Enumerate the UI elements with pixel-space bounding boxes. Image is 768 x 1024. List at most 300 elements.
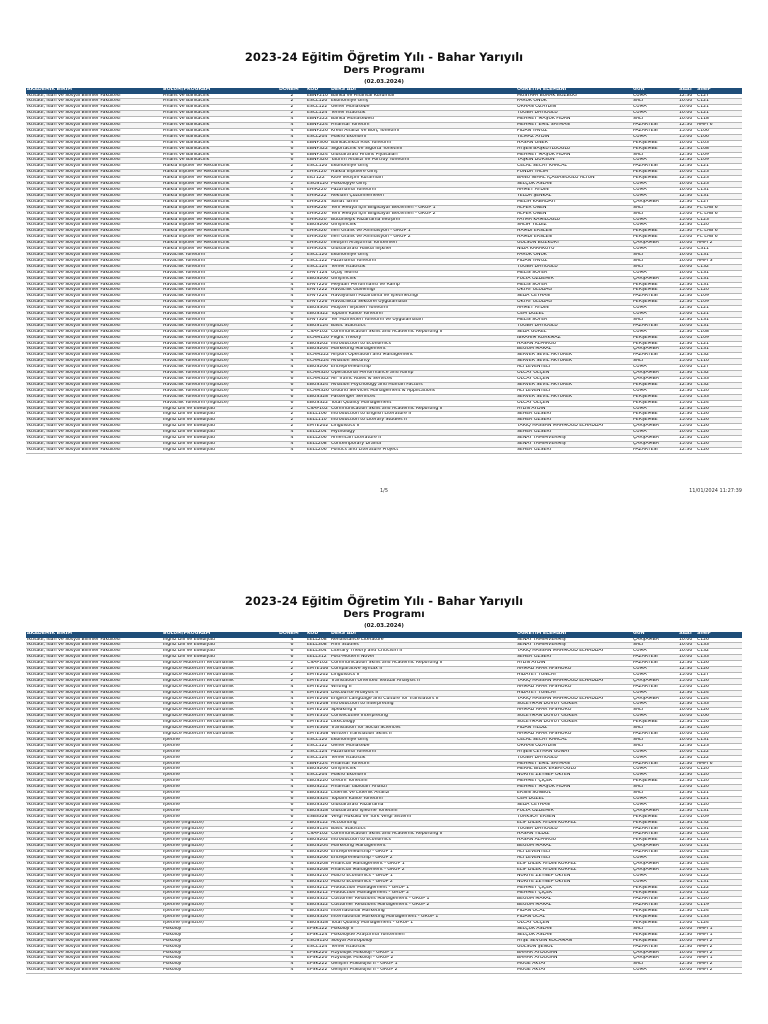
cell-bolum: Finans ve Bankacılık bbox=[162, 128, 278, 134]
cell-bolum: Finans ve Bankacılık bbox=[162, 99, 278, 105]
cell-donem: 4 bbox=[278, 702, 306, 708]
cell-akademik-birim: İktisadi, İdari ve Sosyal Bilimler Fakültesi bbox=[26, 430, 162, 436]
cell-kod: EMTE202 bbox=[307, 672, 329, 677]
cell-ders-adi: Sigortacılık ve Sigorta Yönetimi bbox=[330, 146, 516, 152]
cell-donem: 4 bbox=[278, 365, 306, 371]
cell-kod: EBUS210 bbox=[307, 879, 329, 884]
header-kod: KOD bbox=[306, 632, 330, 638]
cell-bolum: İngiliz Dili ve Edebiyatı bbox=[162, 649, 278, 655]
cell-kod: CSAP102 bbox=[306, 406, 330, 412]
cell-akademik-birim: İktisadi, İdari ve Sosyal Bilimler Fakültesi bbox=[26, 276, 162, 282]
cell-ders-adi: Genel Muhasebe bbox=[330, 743, 516, 749]
cell-saat: 12:30 bbox=[678, 661, 696, 667]
cell-bolum: İşletme (İngilizce) bbox=[162, 909, 278, 915]
cell-kod: ESCL124 bbox=[306, 749, 330, 755]
cell-saat: 12:30 bbox=[678, 176, 696, 182]
cell-saat: 10:00 bbox=[678, 270, 696, 276]
cell-ogretim-elemani: OLCAY ÖLÇEN bbox=[516, 377, 632, 383]
cell-kod: ESCL122 bbox=[306, 258, 330, 264]
cell-sinif: FC LAB 6 bbox=[696, 205, 742, 211]
cell-gun: ÇARŞAMBA bbox=[632, 808, 678, 814]
cell-saat: 10:00 bbox=[678, 850, 696, 856]
cell-ders-adi: Uçuş Teorisi bbox=[330, 270, 516, 276]
cell-ders-adi: Introduction to Economics bbox=[330, 838, 516, 844]
cell-donem: 4 bbox=[278, 885, 306, 891]
cell-akademik-birim: İktisadi, İdari ve Sosyal Bilimler Fakültesi bbox=[26, 773, 162, 779]
cell-ogretim-elemani: FİDAN YAVUZ bbox=[516, 258, 632, 264]
cell-bolum: İngilizce Mütercim Tercümanlık bbox=[162, 690, 278, 696]
cell-sinif: C121 bbox=[696, 111, 742, 117]
cell-akademik-birim: İktisadi, İdari ve Sosyal Bilimler Fakültesi bbox=[26, 903, 162, 909]
cell-bolum: İngilizce Mütercim Tercümanlık bbox=[162, 667, 278, 673]
cell-gun: CUMA bbox=[632, 365, 678, 371]
cell-gun: CUMA bbox=[632, 755, 678, 761]
cell-donem: 6 bbox=[278, 317, 306, 323]
cell-bolum: İngiliz Dili ve Edebiyatı bbox=[162, 441, 278, 447]
cell-kod: EBUS322 bbox=[307, 902, 329, 908]
cell-sinif: C119 bbox=[696, 903, 742, 909]
cell-bolum: İşletme bbox=[162, 755, 278, 761]
cell-sinif: C131 bbox=[696, 188, 742, 194]
cell-ders-adi: Entrepreneurship - GRUP 2 bbox=[330, 856, 516, 862]
cell-akademik-birim: İktisadi, İdari ve Sosyal Bilimler Fakültesi bbox=[26, 377, 162, 383]
cell-ogretim-elemani: FİDAN YAVUZ bbox=[516, 128, 632, 134]
cell-ders-adi: Banka ve Finansal Kurumlar bbox=[330, 94, 516, 99]
cell-sinif: C121 bbox=[696, 105, 742, 111]
cell-sinif: C133 bbox=[696, 655, 742, 661]
cell-akademik-birim: İktisadi, İdari ve Sosyal Bilimler Fakültesi bbox=[26, 743, 162, 749]
cell-donem: 2 bbox=[278, 826, 306, 832]
cell-ders-adi: Bankacılıkta Risk Yönetimi bbox=[330, 140, 516, 146]
cell-gun: PERŞEMBE bbox=[632, 921, 678, 927]
cell-donem: 6 bbox=[278, 897, 306, 903]
cell-ogretim-elemani: ALPER ÖNEN bbox=[516, 205, 632, 211]
cell-gun: SALI bbox=[632, 643, 678, 649]
cell-ders-adi: Literary Theory and Criticism II bbox=[330, 649, 516, 655]
cell-akademik-birim: İktisadi, İdari ve Sosyal Bilimler Fakültesi bbox=[26, 312, 162, 318]
cell-gun: ÇARŞAMBA bbox=[632, 276, 678, 282]
cell-ogretim-elemani: SEHER ÖZSERT bbox=[516, 447, 632, 453]
cell-akademik-birim: İktisadi, İdari ve Sosyal Bilimler Fakültesi bbox=[26, 288, 162, 294]
cell-saat: 10:00 bbox=[678, 264, 696, 270]
cell-ogretim-elemani: AYŞEN BAŞKUTLUOĞLU bbox=[516, 146, 632, 152]
cell-kod: CSAP102 bbox=[306, 661, 330, 667]
cell-ders-adi: Girişimcilik bbox=[330, 223, 516, 229]
cell-bolum: Havacılık Yönetimi (İngilizce) bbox=[162, 353, 278, 359]
cell-kod: EBUS124 bbox=[307, 323, 329, 328]
cell-sinif: C108 bbox=[696, 146, 742, 152]
cell-kod: ECAM320 bbox=[307, 370, 329, 376]
cell-akademik-birim: İktisadi, İdari ve Sosyal Bilimler Fakültesi bbox=[26, 897, 162, 903]
cell-kod: EELL204 bbox=[306, 430, 330, 436]
cell-donem: 4 bbox=[278, 347, 306, 353]
cell-ders-adi: Linguistics II bbox=[330, 672, 516, 678]
cell-ogretim-elemani: ALİ LEVENTELİ bbox=[516, 388, 632, 394]
cell-sinif: AMFİ 6 bbox=[696, 123, 742, 129]
cell-gun: PAZARTESİ bbox=[632, 850, 678, 856]
cell-akademik-birim: İktisadi, İdari ve Sosyal Bilimler Fakültesi bbox=[26, 123, 162, 129]
cell-ders-adi: Ekonomiye Giriş bbox=[330, 164, 516, 170]
cell-ders-adi: Finansal Tabloları Analizi bbox=[330, 785, 516, 791]
cell-ders-adi: Fizyolojik Psikoloji - GRUP 1 bbox=[330, 950, 516, 956]
cell-saat: 10:00 bbox=[678, 430, 696, 436]
cell-ogretim-elemani: ALPER ÖNEN bbox=[516, 211, 632, 217]
cell-akademik-birim: İktisadi, İdari ve Sosyal Bilimler Fakültesi bbox=[26, 152, 162, 158]
cell-saat: 10:00 bbox=[678, 258, 696, 264]
cell-ogretim-elemani: OLCAY ÖLÇEN bbox=[516, 400, 632, 406]
cell-gun: SALI bbox=[632, 205, 678, 211]
cell-akademik-birim: İktisadi, İdari ve Sosyal Bilimler Fakültesi bbox=[26, 950, 162, 956]
cell-ders-adi: Yatırım Analizi ve Portföy Yönetimi bbox=[330, 158, 516, 164]
cell-saat: 10:00 bbox=[678, 844, 696, 850]
cell-bolum: Havacılık Yönetimi (İngilizce) bbox=[162, 323, 278, 329]
cell-donem: 2 bbox=[278, 258, 306, 264]
cell-donem: 6 bbox=[278, 720, 306, 726]
cell-donem: 6 bbox=[278, 726, 306, 732]
cell-ogretim-elemani: MUGE AKTAY bbox=[516, 968, 632, 974]
cell-ders-adi: Temel İstatistik bbox=[330, 755, 516, 761]
cell-donem: 6 bbox=[278, 915, 306, 921]
cell-bolum: Havacılık Yönetimi bbox=[162, 252, 278, 258]
cell-bolum: Finans ve Bankacılık bbox=[162, 134, 278, 140]
cell-ders-adi: Pazarlama Yönetimi bbox=[330, 188, 516, 194]
cell-akademik-birim: İktisadi, İdari ve Sosyal Bilimler Fakültesi bbox=[26, 814, 162, 820]
cell-bolum: İngiliz Dili ve Edebiyatı bbox=[162, 412, 278, 418]
cell-ogretim-elemani: SEHER ÖZSERT bbox=[516, 655, 632, 661]
cell-akademik-birim: İktisadi, İdari ve Sosyal Bilimler Fakültesi bbox=[26, 436, 162, 442]
cell-ogretim-elemani: AHMAD AFAR AFSHORO bbox=[516, 684, 632, 690]
cell-donem: 4 bbox=[278, 436, 306, 442]
cell-gun: CUMA bbox=[632, 94, 678, 99]
cell-sinif: C126 bbox=[696, 436, 742, 442]
cell-ogretim-elemani: SENAY TAMİMVERMİŞ bbox=[516, 643, 632, 649]
cell-kod: EBNF326 bbox=[306, 158, 330, 164]
cell-saat: 10:00 bbox=[678, 950, 696, 956]
cell-sinif: C126 bbox=[696, 678, 742, 684]
cell-saat: 12:30 bbox=[678, 962, 696, 968]
cell-bolum: İşletme bbox=[162, 737, 278, 743]
cell-akademik-birim: İktisadi, İdari ve Sosyal Bilimler Fakültesi bbox=[26, 188, 162, 194]
cell-gun: CUMA bbox=[632, 247, 678, 253]
cell-donem: 6 bbox=[278, 152, 306, 158]
cell-sinif: C126 bbox=[696, 424, 742, 430]
cell-gun: PERŞEMBE bbox=[632, 288, 678, 294]
cell-akademik-birim: İktisadi, İdari ve Sosyal Bilimler Fakültesi bbox=[26, 347, 162, 353]
cell-saat: 10:00 bbox=[678, 252, 696, 258]
cell-ogretim-elemani: MUSTAFA BURAK BOZBOĞ bbox=[516, 94, 632, 99]
cell-sinif: C132 bbox=[696, 264, 742, 270]
cell-donem: 2 bbox=[278, 749, 306, 755]
cell-donem: 2 bbox=[278, 737, 306, 743]
cell-ogretim-elemani: FİDAN ÖCAL bbox=[516, 915, 632, 921]
cell-akademik-birim: İktisadi, İdari ve Sosyal Bilimler Fakültesi bbox=[26, 702, 162, 708]
cell-donem: 4 bbox=[278, 950, 306, 956]
header-ders-adi: DERS ADI bbox=[330, 88, 516, 94]
cell-ogretim-elemani: AYLİN AYDIN bbox=[516, 661, 632, 667]
cell-donem: 2 bbox=[278, 424, 306, 430]
cell-sinif: C132 bbox=[696, 382, 742, 388]
cell-donem: 4 bbox=[278, 199, 306, 205]
cell-bolum: Havacılık Yönetimi (İngilizce) bbox=[162, 382, 278, 388]
cell-ders-adi: Pazarlama Yönetimi bbox=[330, 749, 516, 755]
cell-donem: 4 bbox=[278, 447, 306, 453]
cell-akademik-birim: İktisadi, İdari ve Sosyal Bilimler Fakültesi bbox=[26, 832, 162, 838]
cell-sinif: C109 bbox=[696, 158, 742, 164]
cell-ogretim-elemani: AHMET AYDIN bbox=[516, 306, 632, 312]
cell-gun: ÇARŞAMBA bbox=[632, 844, 678, 850]
cell-ogretim-elemani: SENAY TAMİMVERMİŞ bbox=[516, 441, 632, 447]
cell-donem: 6 bbox=[278, 921, 306, 927]
cell-donem: 2 bbox=[278, 329, 306, 335]
cell-saat: 10:00 bbox=[678, 105, 696, 111]
cell-akademik-birim: İktisadi, İdari ve Sosyal Bilimler Fakültesi bbox=[26, 365, 162, 371]
cell-ogretim-elemani: TUĞBA DAYIOĞLU bbox=[516, 264, 632, 270]
cell-bolum: Finans ve Bankacılık bbox=[162, 152, 278, 158]
cell-donem: 6 bbox=[278, 400, 306, 406]
cell-kod: ESCL204 bbox=[306, 773, 330, 779]
cell-kod: EHIR324 bbox=[306, 247, 330, 253]
cell-akademik-birim: İktisadi, İdari ve Sosyal Bilimler Fakültesi bbox=[26, 258, 162, 264]
cell-donem: 6 bbox=[278, 388, 306, 394]
cell-gun: SALI bbox=[632, 737, 678, 743]
cell-sinif: AMFİ 3 bbox=[696, 258, 742, 264]
cell-ders-adi: Sosyal Antropoloji bbox=[330, 938, 516, 944]
cell-ders-adi: Linguistics II bbox=[330, 424, 516, 430]
cell-donem: 2 bbox=[278, 105, 306, 111]
cell-bolum: İngilizce Mütercim Tercümanlık bbox=[162, 672, 278, 678]
cell-sinif: C109 bbox=[696, 335, 742, 341]
cell-akademik-birim: İktisadi, İdari ve Sosyal Bilimler Fakültesi bbox=[26, 791, 162, 797]
cell-ogretim-elemani: YILMAZ AYDIN bbox=[516, 134, 632, 140]
cell-donem: 4 bbox=[278, 867, 306, 873]
cell-sinif: C124 bbox=[696, 690, 742, 696]
cell-gun: PERŞEMBE bbox=[632, 335, 678, 341]
cell-akademik-birim: İktisadi, İdari ve Sosyal Bilimler Fakültesi bbox=[26, 406, 162, 412]
cell-ders-adi: Operational Performance and Ramp bbox=[330, 371, 516, 377]
cell-donem: 2 bbox=[278, 323, 306, 329]
cell-bolum: Halkla İlişkiler ve Reklamcılık bbox=[162, 217, 278, 223]
cell-kod: EHIR224 bbox=[306, 199, 330, 205]
cell-bolum: İngilizce Mütercim Tercümanlık bbox=[162, 696, 278, 702]
cell-bolum: Havacılık Yönetimi (İngilizce) bbox=[162, 329, 278, 335]
cell-bolum: İşletme bbox=[162, 767, 278, 773]
cell-ogretim-elemani: MELİS SOYER bbox=[516, 270, 632, 276]
cell-akademik-birim: İktisadi, İdari ve Sosyal Bilimler Fakültesi bbox=[26, 915, 162, 921]
cell-akademik-birim: İktisadi, İdari ve Sosyal Bilimler Fakültesi bbox=[26, 359, 162, 365]
cell-ders-adi: Psikolojiye Giriş bbox=[330, 182, 516, 188]
print-timestamp: 11/01/2024 11:27:39 bbox=[689, 488, 742, 494]
cell-bolum: İşletme (İngilizce) bbox=[162, 915, 278, 921]
cell-ders-adi: Introduction to English Literature II bbox=[330, 412, 516, 418]
cell-akademik-birim: İktisadi, İdari ve Sosyal Bilimler Fakültesi bbox=[26, 247, 162, 253]
cell-akademik-birim: İktisadi, İdari ve Sosyal Bilimler Fakültesi bbox=[26, 767, 162, 773]
cell-gun: PAZARTESİ bbox=[632, 447, 678, 453]
cell-ogretim-elemani: ELİF DİLEK AYDIN KÖRFEZ bbox=[516, 867, 632, 873]
cell-ders-adi: İleri Grafik ve Animasyon - GRUP 1 bbox=[330, 229, 516, 235]
cell-ders-adi: American Literature II bbox=[330, 436, 516, 442]
cell-ders-adi: Havayolları Pazarlama ve İşletmeciliği bbox=[330, 294, 516, 300]
cell-saat: 15:00 bbox=[678, 217, 696, 223]
cell-ders-adi: Production Management - GRUP 1 bbox=[330, 885, 516, 891]
cell-sinif: AMFİ 2 bbox=[696, 950, 742, 956]
cell-sinif: C131 bbox=[696, 276, 742, 282]
cell-akademik-birim: İktisadi, İdari ve Sosyal Bilimler Fakültesi bbox=[26, 690, 162, 696]
cell-sinif: AMFİ 1 bbox=[696, 926, 742, 932]
cell-kod: EMTE312 bbox=[307, 719, 329, 725]
cell-saat: 10:00 bbox=[678, 649, 696, 655]
cell-kod: EAVY320 bbox=[306, 317, 330, 323]
cell-gun: PERŞEMBE bbox=[632, 170, 678, 176]
cell-gun: SALI bbox=[632, 708, 678, 714]
cell-saat: 10:00 bbox=[678, 926, 696, 932]
cell-sinif: FC LAB 6 bbox=[696, 211, 742, 217]
cell-ogretim-elemani: TUĞBA DAYIOĞLU bbox=[516, 826, 632, 832]
cell-ders-adi: Müşteri İlişkileri Yönetimi bbox=[330, 306, 516, 312]
cell-sinif: C118 bbox=[696, 117, 742, 123]
cell-donem: 4 bbox=[278, 856, 306, 862]
cell-akademik-birim: İktisadi, İdari ve Sosyal Bilimler Fakültesi bbox=[26, 341, 162, 347]
cell-ders-adi: Üretim Yönetimi bbox=[330, 779, 516, 785]
cell-akademik-birim: İktisadi, İdari ve Sosyal Bilimler Fakültesi bbox=[26, 844, 162, 850]
cell-gun: PAZARTESİ bbox=[632, 826, 678, 832]
cell-ogretim-elemani: SERVER SEVİL AKYÜREK bbox=[516, 353, 632, 359]
cell-kod: EELL312 bbox=[306, 655, 330, 661]
cell-ogretim-elemani: NURİYE ZEYNEP ÖKTEN bbox=[516, 773, 632, 779]
cell-ogretim-elemani: AHMAD AFAR AFSHORO bbox=[516, 667, 632, 673]
cell-sinif: C126 bbox=[696, 430, 742, 436]
cell-sinif: C106 bbox=[696, 128, 742, 134]
cell-akademik-birim: İktisadi, İdari ve Sosyal Bilimler Fakültesi bbox=[26, 938, 162, 944]
cell-kod: EBUS204 bbox=[307, 843, 329, 849]
header-ders-adi: DERS ADI bbox=[330, 632, 516, 638]
cell-donem: 2 bbox=[278, 944, 306, 950]
cell-bolum: Havacılık Yönetimi (İngilizce) bbox=[162, 335, 278, 341]
cell-kod: EAVY220 bbox=[306, 282, 330, 288]
cell-kod: EBUS328 bbox=[307, 808, 329, 813]
cell-ders-adi: Communication Skills and Academic Reporting II bbox=[330, 406, 516, 412]
cell-saat: 15:00 bbox=[678, 684, 696, 690]
cell-gun: CUMA bbox=[632, 690, 678, 696]
cell-gun: SALI bbox=[632, 252, 678, 258]
cell-donem: 2 bbox=[278, 252, 306, 258]
cell-saat: 10:00 bbox=[678, 873, 696, 879]
cell-bolum: Halkla İlişkiler ve Reklamcılık bbox=[162, 235, 278, 241]
cell-gun: PAZARTESİ bbox=[632, 732, 678, 738]
cell-bolum: Havacılık Yönetimi bbox=[162, 282, 278, 288]
cell-gun: PAZARTESİ bbox=[632, 903, 678, 909]
cell-ders-adi: Ekonomiye Giriş bbox=[330, 737, 516, 743]
cell-ders-adi: Makro Ekonomi bbox=[330, 134, 516, 140]
cell-gun: ÇARŞAMBA bbox=[632, 696, 678, 702]
cell-ders-adi: Renaissance Literature bbox=[330, 638, 516, 643]
cell-kod: EMTE202 bbox=[307, 684, 329, 689]
cell-ders-adi: Translation for Social Sciences bbox=[330, 726, 516, 732]
cell-bolum: İşletme (İngilizce) bbox=[162, 885, 278, 891]
cell-ogretim-elemani: HAMDİ ERSLEN bbox=[516, 235, 632, 241]
table-row bbox=[26, 447, 742, 453]
cell-sinif: C127 bbox=[696, 94, 742, 99]
cell-donem: 6 bbox=[278, 814, 306, 820]
cell-saat: 12:30 bbox=[678, 761, 696, 767]
cell-gun: CUMA bbox=[632, 749, 678, 755]
cell-donem: 4 bbox=[278, 761, 306, 767]
cell-kod: EBNF322 bbox=[306, 146, 330, 152]
cell-ders-adi: Financial Management - GRUP 1 bbox=[330, 861, 516, 867]
cell-ders-adi: Gelişim Psikolojisi II - GRUP 1 bbox=[330, 962, 516, 968]
cell-kod: EHIR226 bbox=[306, 205, 330, 211]
cell-sinif: C126 bbox=[696, 720, 742, 726]
header-saat: SAAT bbox=[678, 632, 696, 638]
cell-ogretim-elemani: CELAL SECAT KARCAL bbox=[516, 737, 632, 743]
cell-saat: 15:00 bbox=[678, 891, 696, 897]
cell-ders-adi: English Language and Culture for Translators II bbox=[330, 696, 516, 702]
cell-ders-adi: International Marketing Management - GRUP 1 bbox=[330, 915, 516, 921]
cell-ders-adi: Banka Muhasebesi bbox=[330, 117, 516, 123]
cell-saat: 15:00 bbox=[678, 400, 696, 406]
cell-ogretim-elemani: NİDA KARAKUYU bbox=[516, 247, 632, 253]
cell-donem: 4 bbox=[278, 188, 306, 194]
cell-saat: 15:00 bbox=[678, 235, 696, 241]
cell-sinif: C126 bbox=[696, 684, 742, 690]
cell-donem: 2 bbox=[278, 418, 306, 424]
cell-ogretim-elemani: ALİ LEVENTELİ bbox=[516, 856, 632, 862]
cell-ogretim-elemani: SEDA CEYHAN bbox=[516, 294, 632, 300]
cell-akademik-birim: İktisadi, İdari ve Sosyal Bilimler Fakültesi bbox=[26, 117, 162, 123]
table-body bbox=[26, 638, 742, 974]
cell-saat: 10:00 bbox=[678, 182, 696, 188]
cell-ders-adi: Yeni Medya İçin Bilgisayar Becerileri - GRUP 1 bbox=[330, 205, 516, 211]
cell-saat: 10:00 bbox=[678, 188, 696, 194]
cell-bolum: Psikoloji bbox=[162, 944, 278, 950]
cell-ders-adi: Lexicology bbox=[330, 720, 516, 726]
cell-ogretim-elemani: ORHAN ÖZAYDIN bbox=[516, 105, 632, 111]
cell-donem: 4 bbox=[278, 779, 306, 785]
cell-bolum: İngilizce Mütercim Tercümanlık bbox=[162, 720, 278, 726]
cell-gun: PERŞEMBE bbox=[632, 885, 678, 891]
cell-saat: 12:30 bbox=[678, 282, 696, 288]
cell-ders-adi: Post-Modern Novel bbox=[330, 655, 516, 661]
cell-bolum: İşletme bbox=[162, 773, 278, 779]
cell-kod: EELL308 bbox=[306, 643, 330, 649]
cell-bolum: İşletme bbox=[162, 785, 278, 791]
cell-saat: 12:30 bbox=[678, 838, 696, 844]
cell-ogretim-elemani: HASAN ALPARGU bbox=[516, 341, 632, 347]
cell-gun: PERŞEMBE bbox=[632, 412, 678, 418]
cell-sinif: C133 bbox=[696, 915, 742, 921]
cell-saat: 12:30 bbox=[678, 832, 696, 838]
cell-bolum: İşletme (İngilizce) bbox=[162, 897, 278, 903]
cell-akademik-birim: İktisadi, İdari ve Sosyal Bilimler Fakültesi bbox=[26, 353, 162, 359]
cell-akademik-birim: İktisadi, İdari ve Sosyal Bilimler Fakültesi bbox=[26, 418, 162, 424]
cell-ogretim-elemani: TUĞBA DAYIOĞLU bbox=[516, 755, 632, 761]
cell-akademik-birim: İktisadi, İdari ve Sosyal Bilimler Fakültesi bbox=[26, 99, 162, 105]
cell-kod: ECAM326 bbox=[307, 388, 329, 393]
cell-akademik-birim: İktisadi, İdari ve Sosyal Bilimler Fakültesi bbox=[26, 424, 162, 430]
cell-ders-adi: Yer Hizmetleri Yönetimi ve Uygulamaları bbox=[330, 317, 516, 323]
cell-sinif: C131 bbox=[696, 347, 742, 353]
cell-ogretim-elemani: MELİS SOYER bbox=[516, 317, 632, 323]
cell-akademik-birim: İktisadi, İdari ve Sosyal Bilimler Fakültesi bbox=[26, 962, 162, 968]
cell-akademik-birim: İktisadi, İdari ve Sosyal Bilimler Fakültesi bbox=[26, 720, 162, 726]
cell-sinif: C126 bbox=[696, 832, 742, 838]
cell-saat: 10:00 bbox=[678, 655, 696, 661]
cell-sinif: C120 bbox=[696, 288, 742, 294]
cell-ogretim-elemani: MEHMET EMİL SAYMAN bbox=[516, 123, 632, 129]
cell-bolum: Havacılık Yönetimi bbox=[162, 306, 278, 312]
cell-akademik-birim: İktisadi, İdari ve Sosyal Bilimler Fakültesi bbox=[26, 241, 162, 247]
cell-akademik-birim: İktisadi, İdari ve Sosyal Bilimler Fakültesi bbox=[26, 182, 162, 188]
cell-saat: 12:30 bbox=[678, 436, 696, 442]
